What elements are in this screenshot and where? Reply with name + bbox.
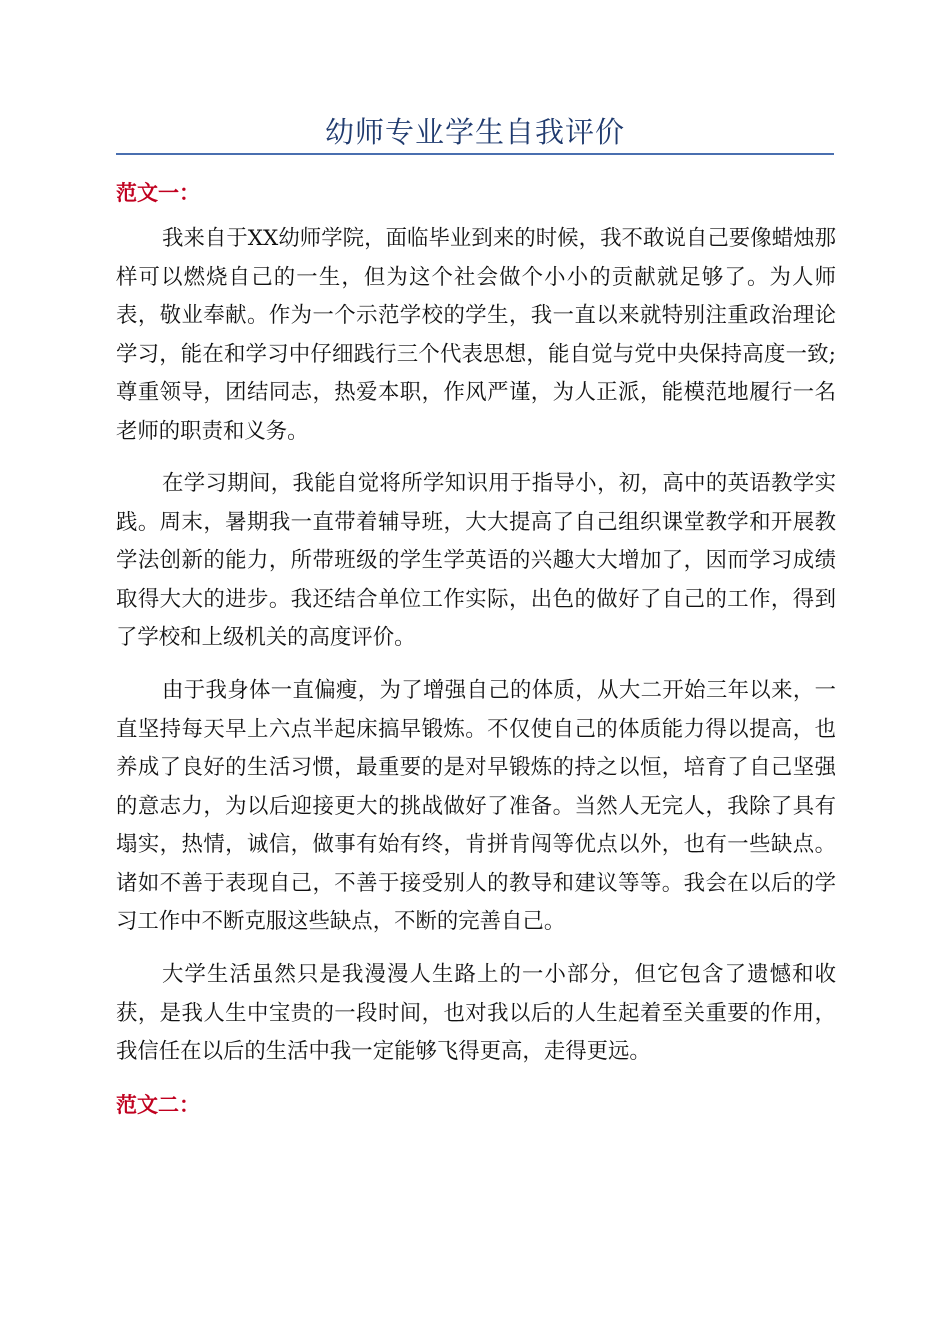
section-heading-2: 范文二： bbox=[116, 1093, 200, 1117]
paragraph-4: 大学生活虽然只是我漫漫人生路上的一小部分，但它包含了遗憾和收获，是我人生中宝贵的一段时间，也对我以后的人生起着至关重要的作用，我信任在以后的生活中我一定能够飞得更高，走得更远。 bbox=[116, 962, 836, 1064]
title-underline bbox=[116, 153, 834, 155]
document-title: 幼师专业学生自我评价 bbox=[324, 115, 625, 149]
section-heading-1: 范文一： bbox=[116, 181, 200, 205]
paragraph-2: 在学习期间，我能自觉将所学知识用于指导小，初，高中的英语教学实践。周末，暑期我一直带着辅导班，大大提高了自己组织课堂教学和开展教学法创新的能力，所带班级的学生学英语的兴趣大大增加了，因而学习成绩取得大大的进步。我还结合单位工作实际，出色的做好了自己的工作，得到了学校和上级机关的高度评价。 bbox=[116, 471, 836, 650]
paragraph-3: 由于我身体一直偏瘦，为了增强自己的体质，从大二开始三年以来，一直坚持每天早上六点半起床搞早锻炼。不仅使自己的体质能力得以提高，也养成了良好的生活习惯，最重要的是对早锻炼的持之以恒，培育了自己坚强的意志力，为以后迎接更大的挑战做好了准备。当然人无完人，我除了具有塌实，热情，诚信，做事有始有终，肯拼肯闯等优点以外，也有一些缺点。诸如不善于表现自己，不善于接受别人的教导和建议等等。我会在以后的学习工作中不断克服这些缺点，不断的完善自己。 bbox=[116, 678, 836, 934]
paragraph-1: 我来自于XX幼师学院，面临毕业到来的时候，我不敢说自己要像蜡烛那样可以燃烧自己的一生，但为这个社会做个小小的贡献就足够了。为人师表，敬业奉献。作为一个示范学校的学生，我一直以来就特别注重政治理论学习，能在和学习中仔细践行三个代表思想，能自觉与党中央保持高度一致;尊重领导，团结同志，热爱本职，作风严谨，为人正派，能模范地履行一名老师的职责和义务。 bbox=[116, 226, 836, 444]
